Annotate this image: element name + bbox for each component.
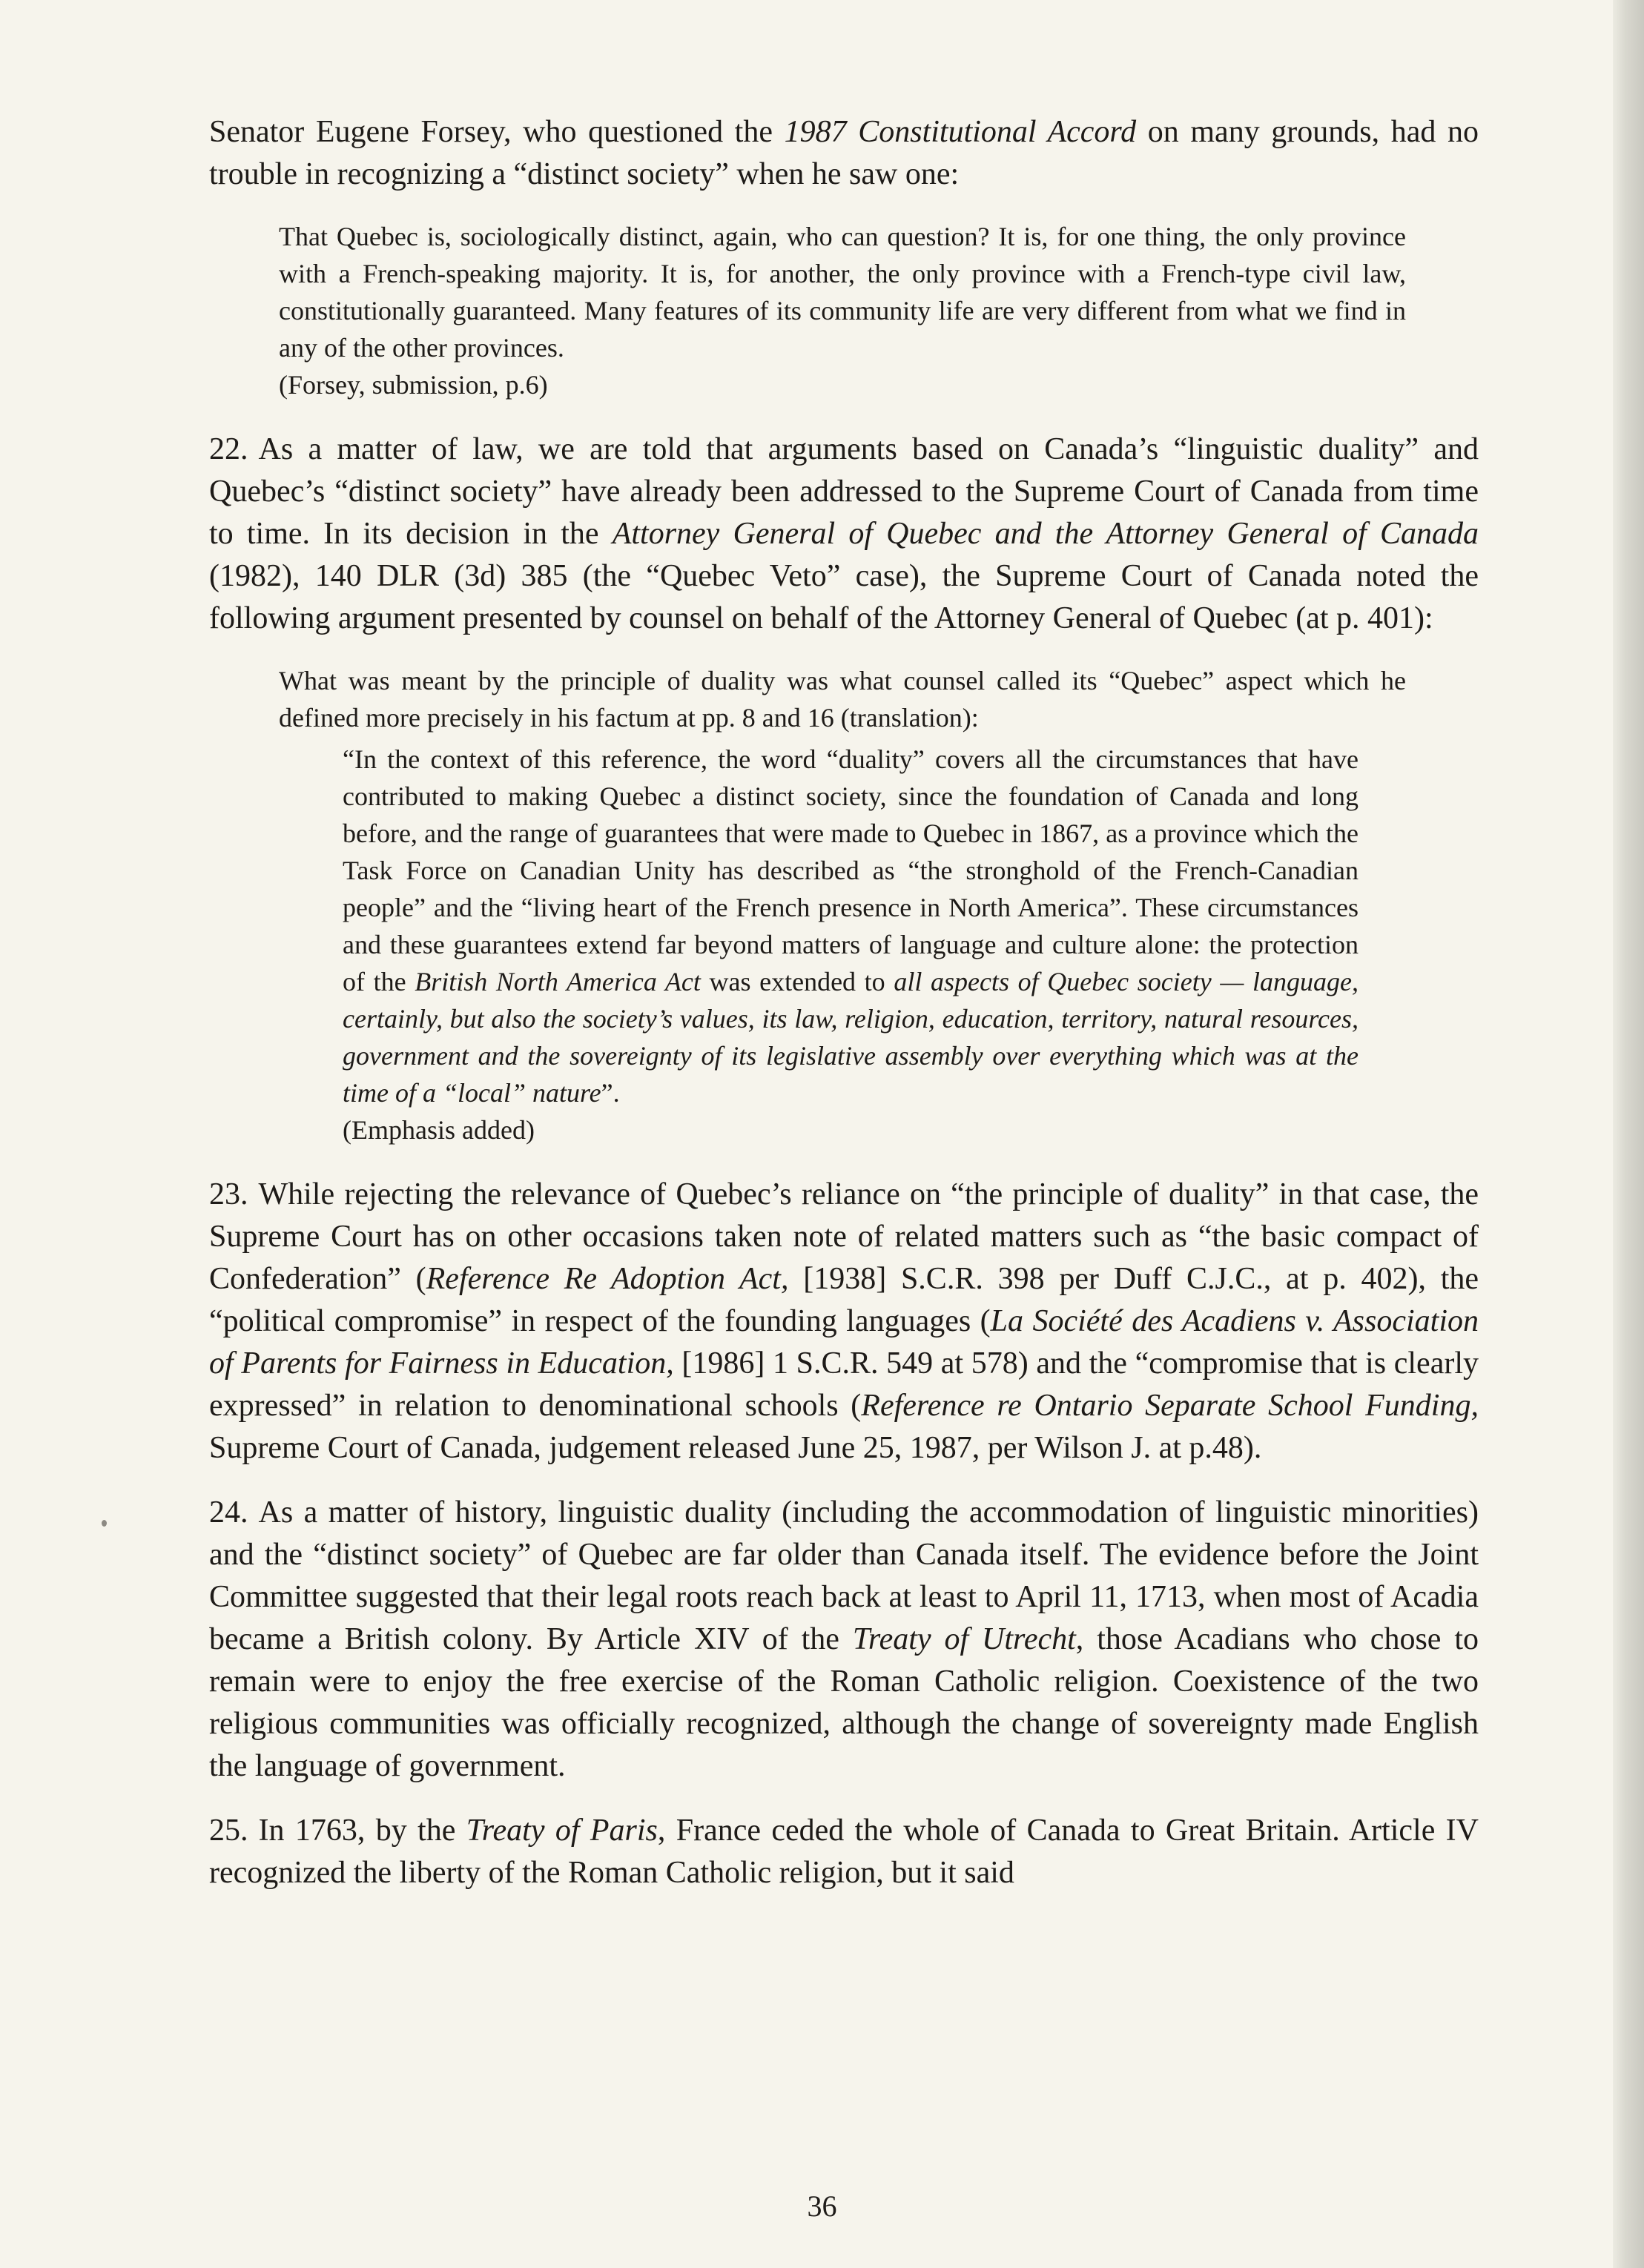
forsey-quotation bbox=[279, 218, 1406, 403]
document-body bbox=[209, 111, 1479, 1917]
page-edge-shadow bbox=[1613, 0, 1644, 2268]
paragraph-23: 23. While rejecting the relevance of Quebec’s reliance on “the principle of duality” in that case, the Supreme Court has on other occasions taken note of related matters such as “the basic compact of Confederation” (Reference Re Adoption Act, [1938] S.C.R. 398 per Duff C.J.C., at p. 402), the “political compromise” in respect of the founding languages (La Société des Acadiens v. Association of Parents for Fairness in Education, [1986] 1 S.C.R. 549 at 578) and the “compromise that is clearly expressed” in relation to denominational schools (Reference re Ontario Separate School Funding, Supreme Court of Canada, judgement released June 25, 1987, per Wilson J. at p.48). bbox=[209, 1177, 1479, 1465]
paragraph-24: 24. As a matter of history, linguistic duality (including the accommodation of linguistic minorities) and the “distinct society” of Quebec are far older than Canada itself. The evidence before the Joint Committee suggested that their legal roots reach back at least to April 11, 1713, when most of Acadia became a British colony. By Article XIV of the Treaty of Utrecht, those Acadians who chose to remain were to enjoy the free exercise of the Roman Catholic religion. Coexistence of the two religious communities was officially recognized, although the change of sovereignty made English the language of government. bbox=[209, 1495, 1479, 1783]
quebec-veto-quotation bbox=[279, 662, 1406, 1148]
nested-quotation-text: “In the context of this reference, the word “duality” covers all the circumstances that have contributed to making Quebec a distinct society, since the foundation of Canada and long before, and the range of guarantees that were made to Quebec in 1867, as a province which the Task Force on Canadian Unity has described as “the stronghold of the French-Canadian people” and the “living heart of the French presence in North America”. These circumstances and these guarantees extend far beyond matters of language and culture alone: the protection of the British North America Act was extended to all aspects of Quebec society — language, certainly, but also the society’s values, its law, religion, education, territory, natural resources, government and the sovereignty of its legislative assembly over everything which was at the time of a “local” nature”. bbox=[343, 744, 1359, 1108]
quotation-citation: (Forsey, submission, p.6) bbox=[279, 370, 548, 400]
paragraph-number: 25. bbox=[209, 1814, 248, 1848]
paragraph-number: 23. bbox=[209, 1177, 248, 1211]
paragraph-number: 24. bbox=[209, 1495, 248, 1530]
quotation-intro: What was meant by the principle of duality was what counsel called its “Quebec” aspect which he defined more precisely in his factum at pp. 8 and 16 (translation): bbox=[279, 666, 1406, 733]
nested-quotation bbox=[343, 741, 1359, 1148]
quotation-text: That Quebec is, sociologically distinct, again, who can question? It is, for one thing, the only province with a French-speaking majority. It is, for another, the only province with a French-type civil law, constitutionally guaranteed. Many features of its community life are very different from what we find in any of the other provinces. bbox=[279, 222, 1406, 363]
paragraph-22: 22. As a matter of law, we are told that arguments based on Canada’s “linguistic duality” and Quebec’s “distinct society” have already been addressed to the Supreme Court of Canada from time to time. In its decision in the Attorney General of Quebec and the Attorney General of Canada (1982), 140 DLR (3d) 385 (the “Quebec Veto” case), the Supreme Court of Canada noted the following argument presented by counsel on behalf of the Attorney General of Quebec (at p. 401): bbox=[209, 432, 1479, 635]
margin-speck bbox=[102, 1520, 107, 1527]
paragraph-number: 22. bbox=[209, 432, 248, 466]
page-number: 36 bbox=[807, 2189, 837, 2223]
paragraph-25: 25. In 1763, by the Treaty of Paris, France ceded the whole of Canada to Great Britain. Article IV recognized the liberty of the Roman Catholic religion, but it said bbox=[209, 1814, 1479, 1890]
paragraph-21-continued: Senator Eugene Forsey, who questioned the 1987 Constitutional Accord on many grounds, had no trouble in recognizing a “distinct society” when he saw one: bbox=[209, 115, 1479, 191]
emphasis-note: (Emphasis added) bbox=[343, 1115, 535, 1145]
